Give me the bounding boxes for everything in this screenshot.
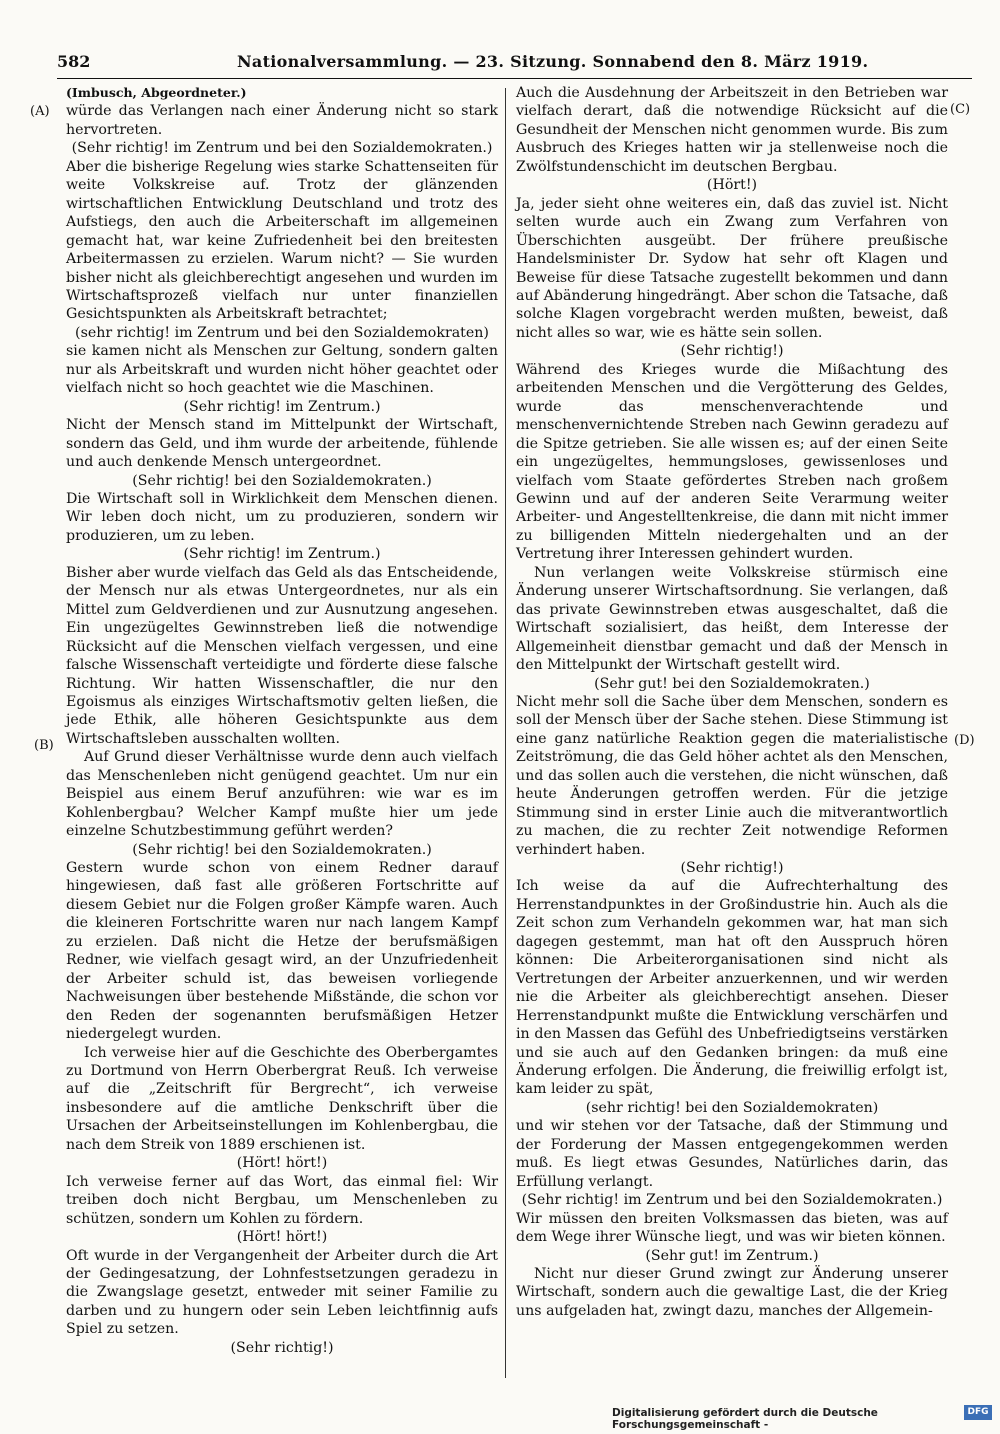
- interjection: (Sehr richtig! im Zentrum.): [183, 398, 381, 415]
- paragraph: Nicht mehr soll die Sache über dem Menschen, sondern es soll der Mensch über der Sache stehen. Diese Stimmung ist eine ganz natürliche Reaktion gegen die materialistische Zeitströmung, die das Geld höher achtet als den Menschen, und das sollen auch die verstehen, die nicht wünschen, daß heute Änderungen getroffen werden. Für die jetzige Stimmung sind in erster Linie auch die mitverantwortlich zu machen, die zu rechter Zeit notwendige Reformen verhindert haben.: [516, 693, 948, 858]
- interjection: (sehr richtig! im Zentrum und bei den Sozialdemokraten): [75, 324, 489, 341]
- paragraph: Auf Grund dieser Verhältnisse wurde denn auch vielfach das Menschenleben nicht genügend geachtet. Um nur ein Beispiel aus einem Beruf anzuführen: wie war es im Kohlenbergbau? Welcher Kampf mußte hier um jede einzelne Schutzbestimmung geführt werden?: [66, 749, 498, 840]
- margin-marker-a: (A): [30, 104, 50, 119]
- paragraph: Nun verlangen weite Volkskreise stürmisch eine Änderung unserer Wirtschaftsordnung. Sie verlangen, daß das private Gewinnstreben etwas ausgeschaltet, daß die Wirtschaft sozialisiert, das heißt, dem Interesse der Allgemeinheit dienstbar gemacht und daß der Mensch in den Mittelpunkt der Wirtschaft gestellt wird.: [516, 564, 948, 674]
- paragraph: und wir stehen vor der Tatsache, daß der Stimmung und der Forderung der Massen entgegengekommen werden muß. Es liegt etwas Gesundes, Natürliches darin, das Erfüllung verlangt.: [516, 1118, 948, 1190]
- interjection: (Sehr gut! bei den Sozialdemokraten.): [594, 675, 870, 692]
- interjection: (Sehr richtig! bei den Sozialdemokraten.): [132, 841, 432, 858]
- paragraph: Nicht der Mensch stand im Mittelpunkt der Wirtschaft, sondern das Geld, und ihm wurde der arbeitende, fühlende und auch denkende Mensch untergeordnet.: [66, 417, 498, 471]
- paragraph: Aber die bisherige Regelung wies starke Schattenseiten für weite Volkskreise auf. Trotz der glänzenden wirtschaftlichen Entwicklung Deutschland und trotz des Aufstiegs, den auch die Arbeiterschaft im allgemeinen gemacht hat, war keine Zufriedenheit bei den breitesten Arbeitermassen zu erzielen. Warum nicht? — Sie wurden bisher nicht als gleichberechtigt angesehen und wurden im Wirtschaftsprozeß vielfach nur unter finanziellen Gesichtspunkten als Arbeitskraft betrachtet;: [66, 158, 498, 323]
- interjection: (Sehr richtig!): [680, 343, 784, 360]
- interjection: (sehr richtig! bei den Sozialdemokraten): [585, 1099, 879, 1116]
- left-column: [66, 84, 498, 1357]
- paragraph: sie kamen nicht als Menschen zur Geltung, sondern galten nur als Arbeitskraft und wurden nicht höher geachtet oder vielfach nicht so hoch geachtet wie die Maschinen.: [66, 343, 498, 397]
- dfg-logo: DFG: [964, 1405, 992, 1420]
- paragraph: Ich verweise ferner auf das Wort, das einmal fiel: Wir treiben doch nicht Bergbau, um Menschenleben zu schützen, sondern um Kohlen zu fördern.: [66, 1173, 498, 1227]
- interjection: (Sehr richtig! im Zentrum und bei den Sozialdemokraten.): [521, 1192, 943, 1209]
- paragraph: Ja, jeder sieht ohne weiteres ein, daß das zuviel ist. Nicht selten wurde auch ein Zwang zum Verfahren von Überschichten ausgeübt. Der frühere preußische Handelsminister Dr. Sydow hat sehr oft Klagen und Beweise für diese Tatsache zugestellt bekommen und dann auf Abänderung hingedrängt. Aber schon die Tatsache, daß solche Klagen vorgebracht werden mußten, beweist, daß nicht alles so war, wie es hätte sein sollen.: [516, 195, 948, 341]
- interjection: (Hört!): [706, 177, 758, 194]
- interjection: (Sehr richtig! im Zentrum und bei den Sozialdemokraten.): [71, 140, 493, 157]
- paragraph: Oft wurde in der Vergangenheit der Arbeiter durch die Art der Gedingesatzung, der Lohnfestsetzungen geradezu in die Zwangslage gesetzt, entweder mit seiner Familie zu darben und zu hungern oder sein Leben leichtfinnig aufs Spiel zu setzen.: [66, 1247, 498, 1338]
- interjection: (Sehr richtig!): [230, 1339, 334, 1356]
- page-header: [57, 52, 972, 76]
- paragraph: Bisher aber wurde vielfach das Geld als das Entscheidende, der Mensch nur als etwas Untergeordnetes, nur als ein Mittel zum Geldverdienen und zur Ausnutzung angesehen. Ein ungezügeltes Gewinnstreben ließ die notwendige Rücksicht auf die Menschen vielfach vergessen, und eine falsche Wissenschaft verteidigte und förderte diese falsche Richtung. Wir hatten Wissenschaftler, die nur den Egoismus als einziges Wirtschaftsmotiv gelten ließen, die jede Ethik, alle höheren Gesichtspunkte aus dem Wirtschaftsleben ausschalten wollten.: [66, 564, 498, 747]
- paragraph: Ich verweise hier auf die Geschichte des Oberbergamtes zu Dortmund von Herrn Oberbergrat Reuß. Ich verweise auf die „Zeitschrift für Bergrecht“, ich verweise insbesondere auf die amtliche Denkschrift über die Ursachen der Arbeitseinstellungen im Kohlenbergbau, die nach dem Streik von 1889 erschienen ist.: [66, 1044, 498, 1153]
- interjection: (Sehr richtig!): [680, 860, 784, 877]
- header-rule: [57, 78, 972, 79]
- margin-marker-d: (D): [954, 733, 975, 748]
- paragraph: Auch die Ausdehnung der Arbeitszeit in den Betrieben war vielfach derart, daß die notwendige Rücksicht auf die Gesundheit der Menschen nicht genommen wurde. Bis zum Ausbruch des Krieges hatten wir ja stellenweise noch die Zwölfstundenschicht im deutschen Bergbau.: [516, 85, 948, 175]
- page-number: 582: [57, 52, 91, 71]
- column-divider: [505, 88, 506, 1378]
- interjection: (Sehr richtig! im Zentrum.): [183, 546, 381, 563]
- paragraph: würde das Verlangen nach einer Änderung nicht so stark hervortreten.: [66, 103, 498, 138]
- paragraph: Gestern wurde schon von einem Redner darauf hingewiesen, daß fast alle größeren Fortschritte auf diesem Gebiet nur die Folgen großer Kämpfe waren. Auch die kleineren Fortschritte waren nur nach langem Kampf zu erzielen. Daß nicht die Hetze der berufsmäßigen Redner, wie vielfach gesagt wird, an der Unzufriedenheit der Arbeiter schuld ist, das beweisen vorliegende Nachweisungen über bestehende Mißstände, die schon vor den Reden der sogenannten berufsmäßigen Hetzer niedergelegt wurden.: [66, 860, 498, 1043]
- interjection: (Hört! hört!): [236, 1155, 328, 1172]
- footer-credit: Digitalisierung gefördert durch die Deutsche Forschungsgemeinschaft -: [612, 1407, 878, 1431]
- interjection: (Sehr richtig! bei den Sozialdemokraten.): [132, 472, 432, 489]
- interjection: (Hört! hört!): [236, 1229, 328, 1246]
- paragraph: Nicht nur dieser Grund zwingt zur Änderung unserer Wirtschaft, sondern auch die gewaltige Last, die der Krieg uns aufgeladen hat, zwingt dazu, manches der Allgemein-: [516, 1266, 948, 1319]
- speaker-label: (Imbusch, Abgeordneter.): [66, 85, 247, 100]
- paragraph: Während des Krieges wurde die Mißachtung des arbeitenden Menschen und die Vergötterung des Geldes, wurde das menschenverachtende und menschenvernichtende Streben nach Gewinn geradezu auf die Spitze getrieben. Sie alle wissen es; auf der einen Seite ein ungezügeltes, hemmungsloses, gewissenloses und vielfach vom Staate gefördertes Streben nach großem Gewinn und auf der anderen Seite Verarmung weiter Arbeiter- und Angestelltenkreise, die dann mit nicht immer zu billigenden Mitteln niedergehalten und an der Vertretung ihrer Interessen gehindert wurden.: [516, 361, 948, 563]
- margin-marker-c: (C): [950, 102, 971, 117]
- right-column: [516, 84, 948, 1320]
- running-title: Nationalversammlung. — 23. Sitzung. Sonnabend den 8. März 1919.: [237, 52, 869, 71]
- interjection: (Sehr gut! im Zentrum.): [645, 1247, 819, 1264]
- paragraph: Die Wirtschaft soll in Wirklichkeit dem Menschen dienen. Wir leben doch nicht, um zu produzieren, sondern wir produzieren, um zu leben.: [66, 490, 498, 544]
- margin-marker-b: (B): [34, 738, 54, 753]
- paragraph: Ich weise da auf die Aufrechterhaltung des Herrenstandpunktes in der Großindustrie hin. Auch als die Zeit schon zum Verhandeln gekommen war, hat man sich dagegen gestemmt, man hat oft den Ausspruch hören können: Die Arbeiterorganisationen sind nicht als Vertretungen der Arbeiter anzuerkennen, und wir werden nie die Arbeiter als gleichberechtigt ansehen. Dieser Herrenstandpunkt mußte die Entwicklung verschärfen und in den Massen das Gefühl des Unbefriedigtseins verstärken und sie auch auf den Gedanken bringen: da muß eine Änderung erfolgen. Die Änderung, die freiwillig erfolgt ist, kam leider zu spät,: [516, 878, 948, 1098]
- paragraph: Wir müssen den breiten Volksmassen das bieten, was auf dem Wege ihrer Wünsche liegt, und was wir bieten können.: [516, 1210, 948, 1246]
